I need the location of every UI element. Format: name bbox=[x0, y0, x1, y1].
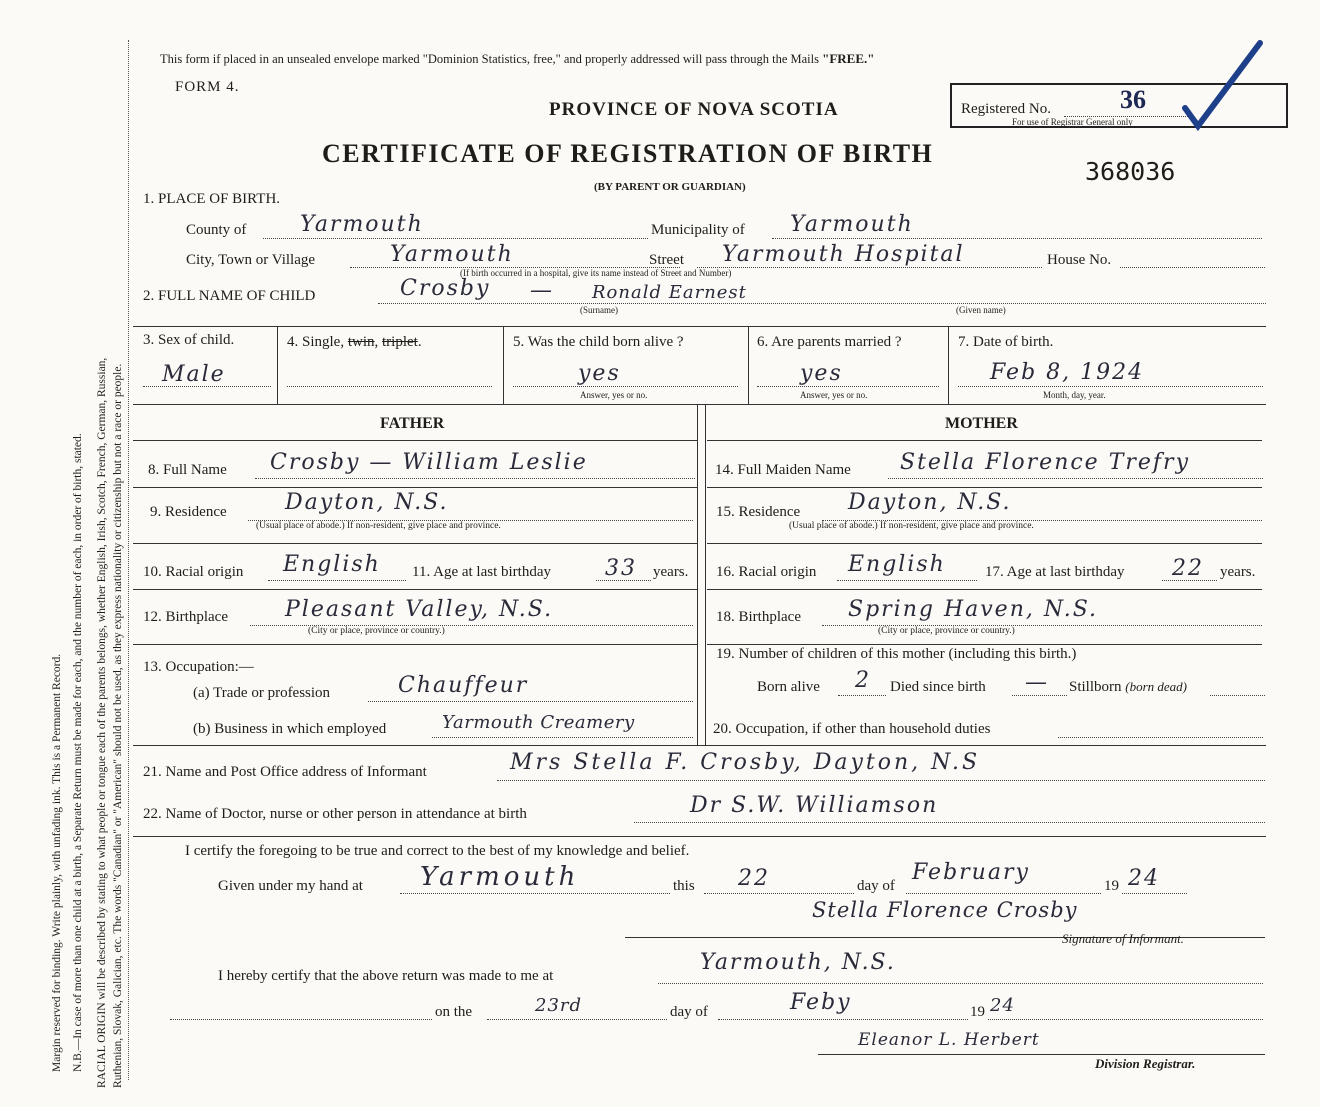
mother-birthplace-caption: (City or place, province or country.) bbox=[878, 626, 1015, 636]
given-place-value: Yarmouth bbox=[420, 862, 580, 892]
parents-married-label: 6. Are parents married ? bbox=[757, 334, 902, 350]
parents-married-value: yes bbox=[800, 361, 843, 386]
place-heading: 1. PLACE OF BIRTH. bbox=[143, 191, 281, 207]
certify-statement: I certify the foregoing to be true and correct to the best of my knowledge and belief. bbox=[185, 843, 690, 859]
mail-free: "FREE." bbox=[822, 51, 875, 66]
certify-year-prefix: 19 bbox=[1104, 878, 1119, 894]
form-number: FORM 4. bbox=[175, 79, 240, 95]
mother-residence-label: 15. Residence bbox=[716, 504, 801, 520]
mother-residence-caption: (Usual place of abode.) If non-resident, give place and province. bbox=[789, 521, 1034, 531]
province-heading: PROVINCE OF NOVA SCOTIA bbox=[549, 99, 839, 120]
mother-age-label: 17. Age at last birthday bbox=[985, 564, 1125, 580]
registrar-statement: I hereby certify that the above return was made to me at bbox=[218, 968, 554, 984]
child-given-value: Ronald Earnest bbox=[592, 282, 747, 303]
father-residence-value: Dayton, N.S. bbox=[285, 490, 449, 515]
born-alive-caption: Answer, yes or no. bbox=[580, 390, 648, 400]
informant-value: Mrs Stella F. Crosby, Dayton, N.S bbox=[510, 750, 981, 775]
died-since-birth-label: Died since birth bbox=[890, 679, 986, 695]
sex-value: Male bbox=[162, 362, 226, 387]
informant-signature-caption: Signature of Informant. bbox=[1062, 931, 1184, 946]
mother-age-value: 22 bbox=[1172, 556, 1204, 581]
father-occupation-label: 13. Occupation:— bbox=[143, 659, 254, 675]
county-value: Yarmouth bbox=[300, 212, 424, 237]
registrar-day-value: 23rd bbox=[535, 995, 583, 1016]
registrar-day-of-label: day of bbox=[670, 1004, 708, 1020]
given-under-label: Given under my hand at bbox=[218, 878, 363, 894]
doctor-value: Dr S.W. Williamson bbox=[690, 793, 939, 818]
street-label: Street bbox=[649, 252, 684, 268]
margin-note-racial-origin: RACIAL ORIGIN will be described by stating to what people or tongue each of the parents belongs, whether English, Irish, Scotch, French, German, Russian, bbox=[96, 357, 108, 1088]
county-label: County of bbox=[186, 222, 247, 238]
mother-birthplace-label: 18. Birthplace bbox=[716, 609, 801, 625]
certificate-subtitle: (BY PARENT OR GUARDIAN) bbox=[594, 181, 746, 193]
mother-children-label: 19. Number of children of this mother (including this birth.) bbox=[716, 646, 1077, 662]
stillborn-label: Stillborn (born dead) bbox=[1069, 679, 1188, 695]
serial-number: 368036 bbox=[1085, 157, 1176, 186]
child-name-label: 2. FULL NAME OF CHILD bbox=[143, 288, 316, 304]
informant-signature: Stella Florence Crosby bbox=[812, 898, 1078, 922]
mother-name-value: Stella Florence Trefry bbox=[900, 450, 1190, 475]
mother-age-unit: years. bbox=[1220, 564, 1256, 580]
father-birthplace-value: Pleasant Valley, N.S. bbox=[285, 597, 554, 622]
father-trade-value: Chauffeur bbox=[398, 673, 529, 698]
dob-value: Feb 8, 1924 bbox=[990, 360, 1145, 385]
father-racial-value: English bbox=[283, 552, 381, 577]
surname-caption: (Surname) bbox=[580, 305, 618, 315]
child-dash: — bbox=[530, 278, 554, 303]
hospital-note: (If birth occurred in a hospital, give its name instead of Street and Number) bbox=[460, 268, 732, 278]
dob-caption: Month, day, year. bbox=[1043, 390, 1106, 400]
on-the-label: on the bbox=[435, 1004, 473, 1020]
registrar-year-prefix: 19 bbox=[970, 1004, 985, 1020]
doctor-label: 22. Name of Doctor, nurse or other person in attendance at birth bbox=[143, 806, 527, 822]
child-surname-value: Crosby bbox=[400, 276, 491, 301]
given-caption: (Given name) bbox=[956, 305, 1006, 315]
father-business-value: Yarmouth Creamery bbox=[442, 712, 635, 733]
dob-label: 7. Date of birth. bbox=[958, 334, 1054, 350]
certify-month-value: February bbox=[912, 860, 1030, 885]
registrar-place-value: Yarmouth, N.S. bbox=[700, 950, 896, 975]
born-alive-count-label: Born alive bbox=[757, 679, 820, 695]
street-value: Yarmouth Hospital bbox=[722, 242, 965, 267]
father-heading: FATHER bbox=[380, 415, 445, 432]
mother-racial-value: English bbox=[848, 552, 946, 577]
margin-note-binding: Margin reserved for binding. Write plainly, with unfading ink. This is a Permanent Record. bbox=[51, 653, 63, 1072]
informant-label: 21. Name and Post Office address of Informant bbox=[143, 764, 427, 780]
registered-note: For use of Registrar General only bbox=[1012, 117, 1133, 127]
this-label: this bbox=[673, 878, 695, 894]
mother-heading: MOTHER bbox=[945, 415, 1018, 432]
registrar-month-value: Feby bbox=[790, 990, 852, 1015]
father-business-label: (b) Business in which employed bbox=[193, 721, 387, 737]
certificate-title: CERTIFICATE OF REGISTRATION OF BIRTH bbox=[322, 139, 934, 168]
mother-occupation-label: 20. Occupation, if other than household duties bbox=[713, 721, 991, 737]
registered-value: 36 bbox=[1120, 85, 1146, 114]
father-racial-label: 10. Racial origin bbox=[143, 564, 244, 580]
municipality-label: Municipality of bbox=[651, 222, 745, 238]
father-residence-caption: (Usual place of abode.) If non-resident, give place and province. bbox=[256, 521, 501, 531]
born-alive-value: yes bbox=[578, 361, 621, 386]
registered-label: Registered No. bbox=[961, 101, 1051, 117]
sex-label: 3. Sex of child. bbox=[143, 332, 235, 348]
certify-day-of-label: day of bbox=[857, 878, 895, 894]
mother-residence-value: Dayton, N.S. bbox=[848, 490, 1012, 515]
father-name-value: Crosby — William Leslie bbox=[270, 450, 588, 475]
margin-note-racial-origin-cont: Ruthenian, Slovak, Galician, etc. The words "Canadian" or "American" should not be used, as they express nationality or citizenship but not a race or people. bbox=[112, 363, 124, 1088]
margin-dotted-line bbox=[128, 40, 129, 1080]
certify-day-value: 22 bbox=[738, 866, 770, 891]
registrar-year-value: 24 bbox=[990, 995, 1015, 1016]
mother-birthplace-value: Spring Haven, N.S. bbox=[848, 597, 1098, 622]
house-label: House No. bbox=[1047, 252, 1112, 268]
city-label: City, Town or Village bbox=[186, 252, 316, 268]
born-alive-count-value: 2 bbox=[855, 668, 871, 693]
margin-note-multiple-births: N.B.—In case of more than one child at a birth, a Separate Return must be made for each, and the number of each, in order of birth, stated. bbox=[72, 433, 84, 1072]
father-age-value: 33 bbox=[605, 556, 637, 581]
certify-year-value: 24 bbox=[1128, 866, 1160, 891]
father-birthplace-label: 12. Birthplace bbox=[143, 609, 228, 625]
father-name-label: 8. Full Name bbox=[148, 462, 227, 478]
father-age-label: 11. Age at last birthday bbox=[412, 564, 551, 580]
born-alive-label: 5. Was the child born alive ? bbox=[513, 334, 684, 350]
mother-racial-label: 16. Racial origin bbox=[716, 564, 817, 580]
city-value: Yarmouth bbox=[390, 242, 514, 267]
municipality-value: Yarmouth bbox=[790, 212, 914, 237]
died-since-birth-value: — bbox=[1025, 670, 1049, 695]
father-residence-label: 9. Residence bbox=[150, 504, 227, 520]
single-twin-label: 4. Single, twin, triplet. bbox=[287, 334, 422, 350]
father-age-unit: years. bbox=[653, 564, 689, 580]
father-trade-label: (a) Trade or profession bbox=[193, 685, 331, 701]
parents-married-caption: Answer, yes or no. bbox=[800, 390, 868, 400]
registrar-signature: Eleanor L. Herbert bbox=[858, 1030, 1040, 1050]
mail-notice: This form if placed in an unsealed envelope marked "Dominion Statistics, free," and properly addressed will pass through the Mails "FREE." bbox=[160, 51, 875, 66]
father-birthplace-caption: (City or place, province or country.) bbox=[308, 626, 445, 636]
registrar-signature-caption: Division Registrar. bbox=[1095, 1056, 1196, 1071]
mother-name-label: 14. Full Maiden Name bbox=[715, 462, 851, 478]
check-mark-icon bbox=[1180, 38, 1270, 133]
